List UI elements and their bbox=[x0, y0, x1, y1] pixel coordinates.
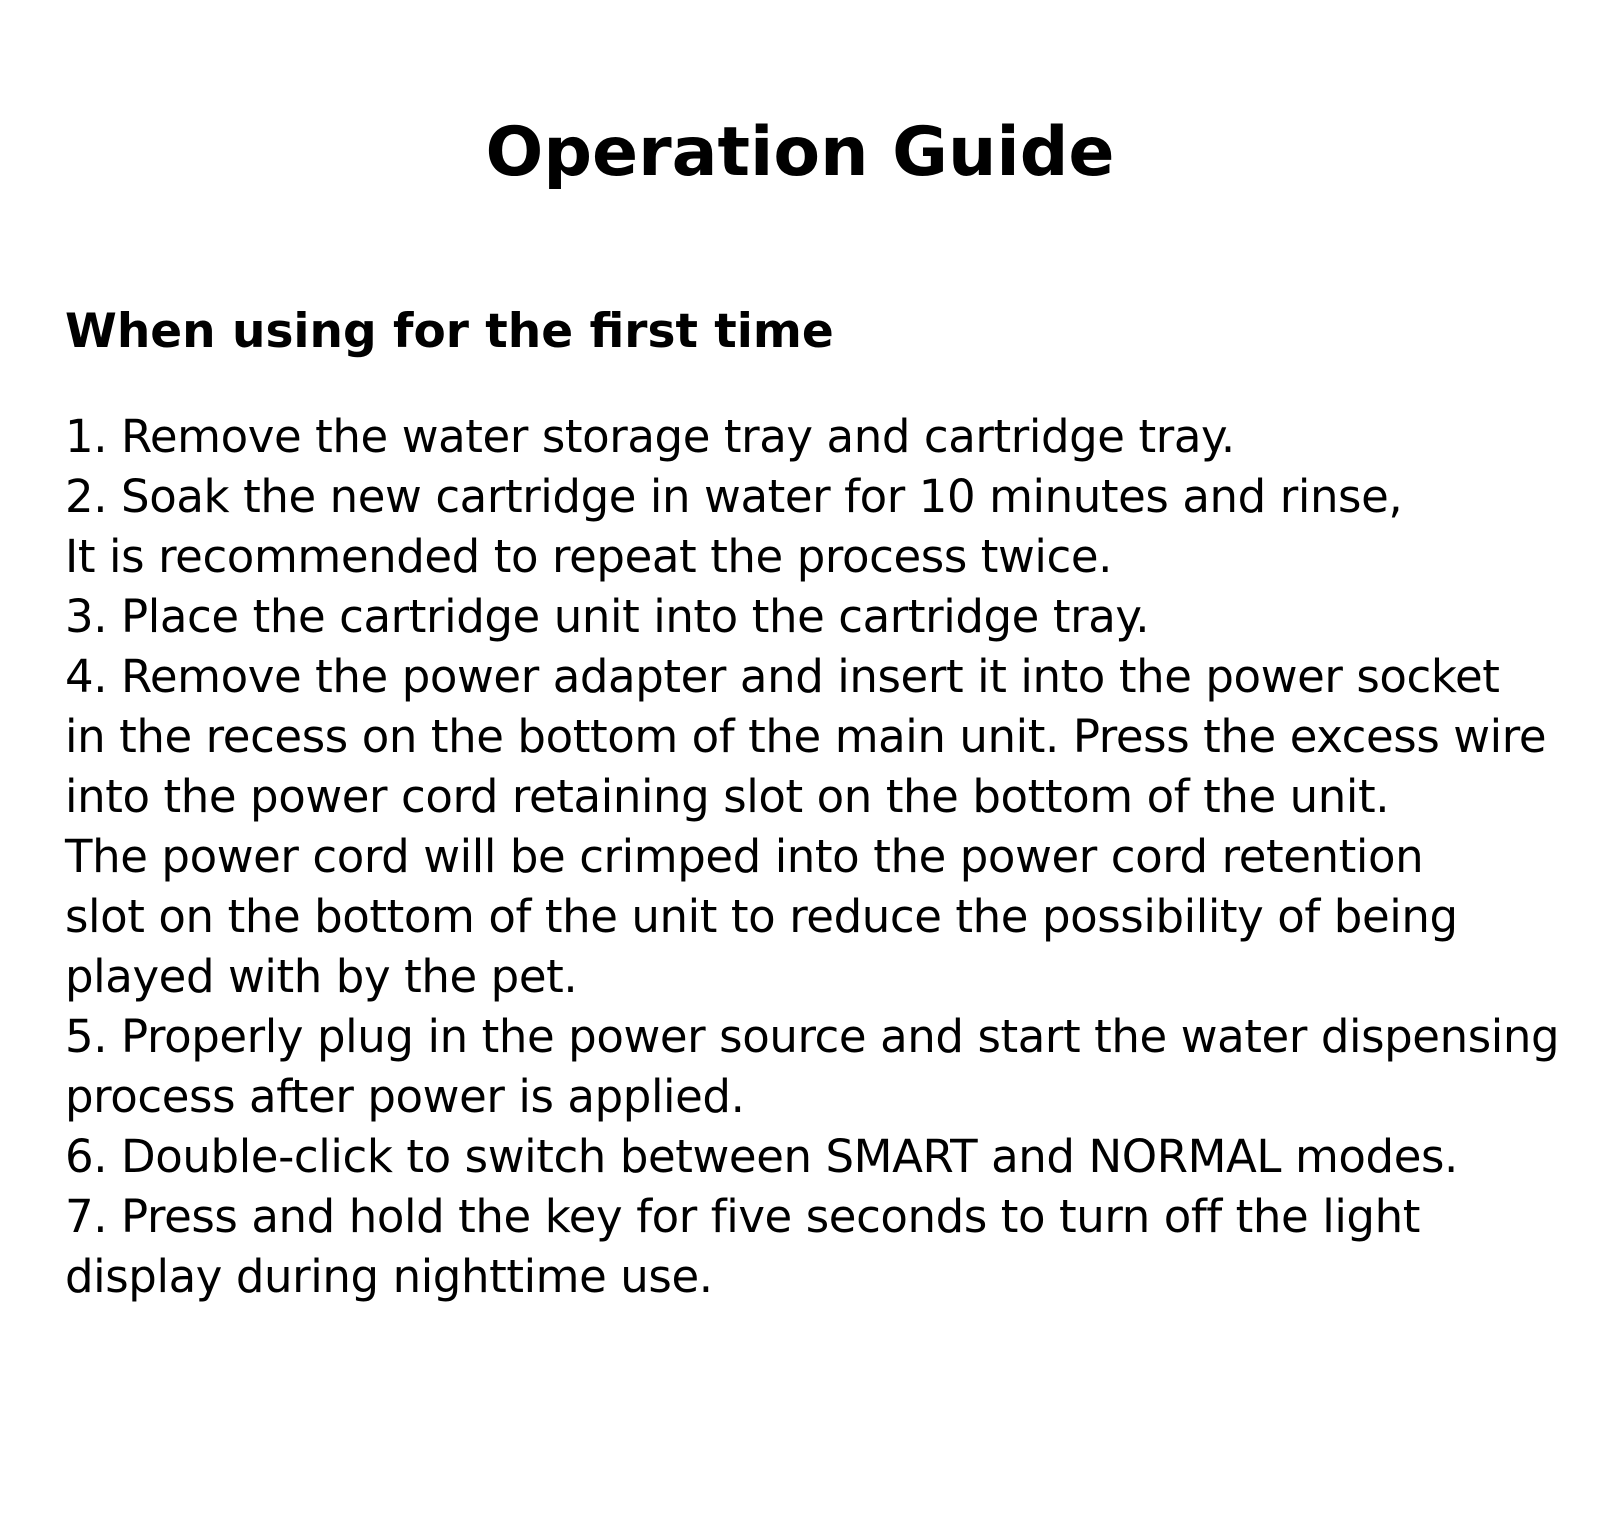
instruction-line: process after power is applied. bbox=[65, 1070, 745, 1123]
page-title: Operation Guide bbox=[485, 113, 1115, 192]
instruction-line: 3. Place the cartridge unit into the cartridge tray. bbox=[65, 590, 1150, 643]
instruction-line: 7. Press and hold the key for five seconds to turn off the light bbox=[65, 1190, 1420, 1243]
instruction-line: 1. Remove the water storage tray and cartridge tray. bbox=[65, 410, 1235, 463]
instruction-line: slot on the bottom of the unit to reduce the possibility of being bbox=[65, 890, 1458, 943]
instruction-line: 6. Double-click to switch between SMART and NORMAL modes. bbox=[65, 1130, 1458, 1183]
instruction-line: 4. Remove the power adapter and insert it into the power socket bbox=[65, 650, 1500, 703]
instruction-line: in the recess on the bottom of the main unit. Press the excess wire bbox=[65, 710, 1547, 763]
instruction-list bbox=[65, 407, 1595, 1307]
instruction-line: The power cord will be crimped into the power cord retention bbox=[65, 830, 1424, 883]
instruction-line: 2. Soak the new cartridge in water for 10 minutes and rinse, bbox=[65, 470, 1403, 523]
instruction-line: 5. Properly plug in the power source and start the water dispensing bbox=[65, 1010, 1560, 1063]
instruction-line: into the power cord retaining slot on the bottom of the unit. bbox=[65, 770, 1390, 823]
section-heading: When using for the first time bbox=[65, 304, 834, 359]
instruction-line: display during nighttime use. bbox=[65, 1250, 713, 1303]
instruction-line: It is recommended to repeat the process twice. bbox=[65, 530, 1113, 583]
instruction-line: played with by the pet. bbox=[65, 950, 578, 1003]
